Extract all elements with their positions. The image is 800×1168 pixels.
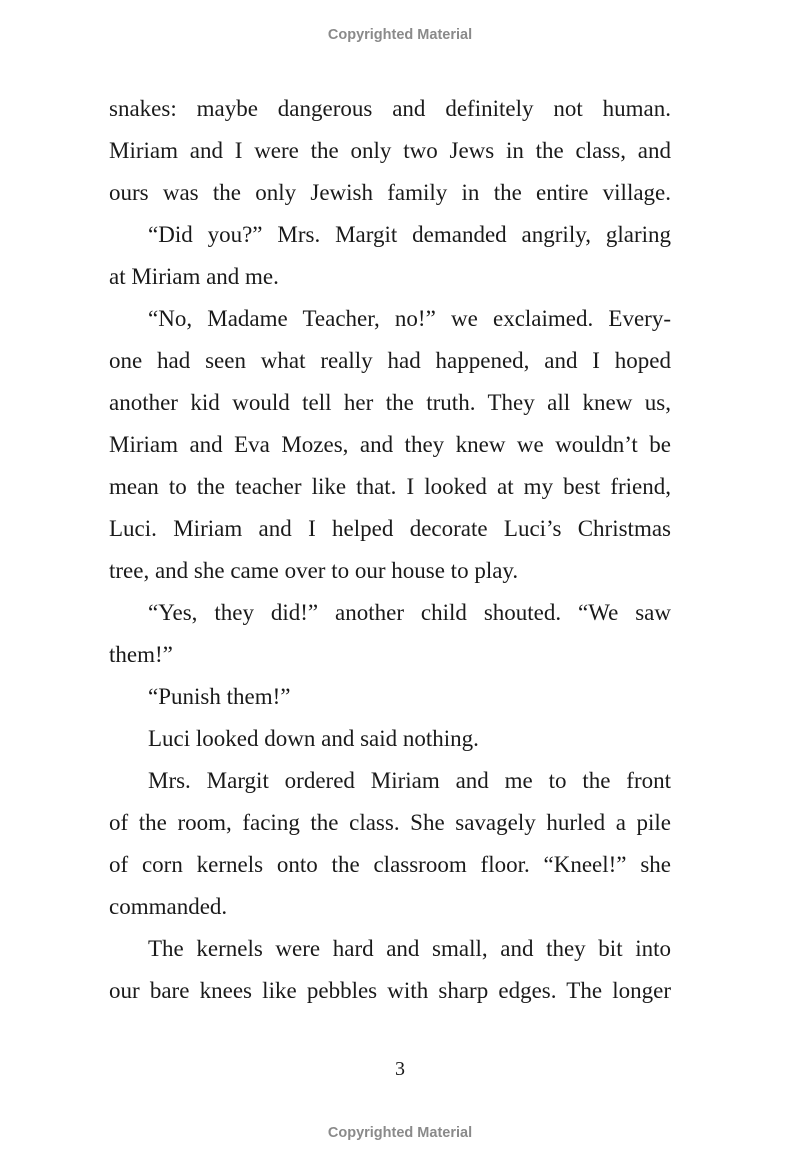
text-line: Miriam and Eva Mozes, and they knew we wouldn’t be [109, 432, 671, 457]
text-line: tree, and she came over to our house to play. [109, 558, 519, 583]
text-line: “Did you?” Mrs. Margit demanded angrily, glaring [148, 222, 671, 247]
text-line: at Miriam and me. [109, 264, 279, 289]
copyright-watermark-top: Copyrighted Material [327, 27, 473, 43]
text-line: commanded. [109, 894, 228, 919]
text-line: Luci looked down and said nothing. [148, 726, 479, 751]
page-number: 3 [395, 1058, 405, 1080]
text-line: “Yes, they did!” another child shouted. “We saw [148, 600, 671, 625]
text-line: one had seen what really had happened, and I hoped [109, 348, 671, 373]
copyright-watermark-bottom: Copyrighted Material [327, 1125, 473, 1141]
text-line: of corn kernels onto the classroom floor. “Kneel!” she [109, 852, 671, 877]
page-body-text [109, 88, 671, 1012]
text-line: Miriam and I were the only two Jews in the class, and [109, 138, 671, 163]
text-line: “Punish them!” [148, 684, 291, 709]
text-line: snakes: maybe dangerous and definitely not human. [109, 96, 671, 121]
text-line: another kid would tell her the truth. They all knew us, [109, 390, 671, 415]
text-line: our bare knees like pebbles with sharp edges. The longer [109, 978, 671, 1003]
text-line: mean to the teacher like that. I looked at my best friend, [109, 474, 671, 499]
text-line: Luci. Miriam and I helped decorate Luci’s Christmas [109, 516, 671, 541]
text-line: of the room, facing the class. She savagely hurled a pile [109, 810, 671, 835]
text-line: Mrs. Margit ordered Miriam and me to the front [148, 768, 671, 793]
text-line: ours was the only Jewish family in the entire village. [109, 180, 671, 205]
text-line: “No, Madame Teacher, no!” we exclaimed. Every- [148, 306, 671, 331]
text-line: them!” [109, 642, 173, 667]
text-line: The kernels were hard and small, and they bit into [148, 936, 671, 961]
